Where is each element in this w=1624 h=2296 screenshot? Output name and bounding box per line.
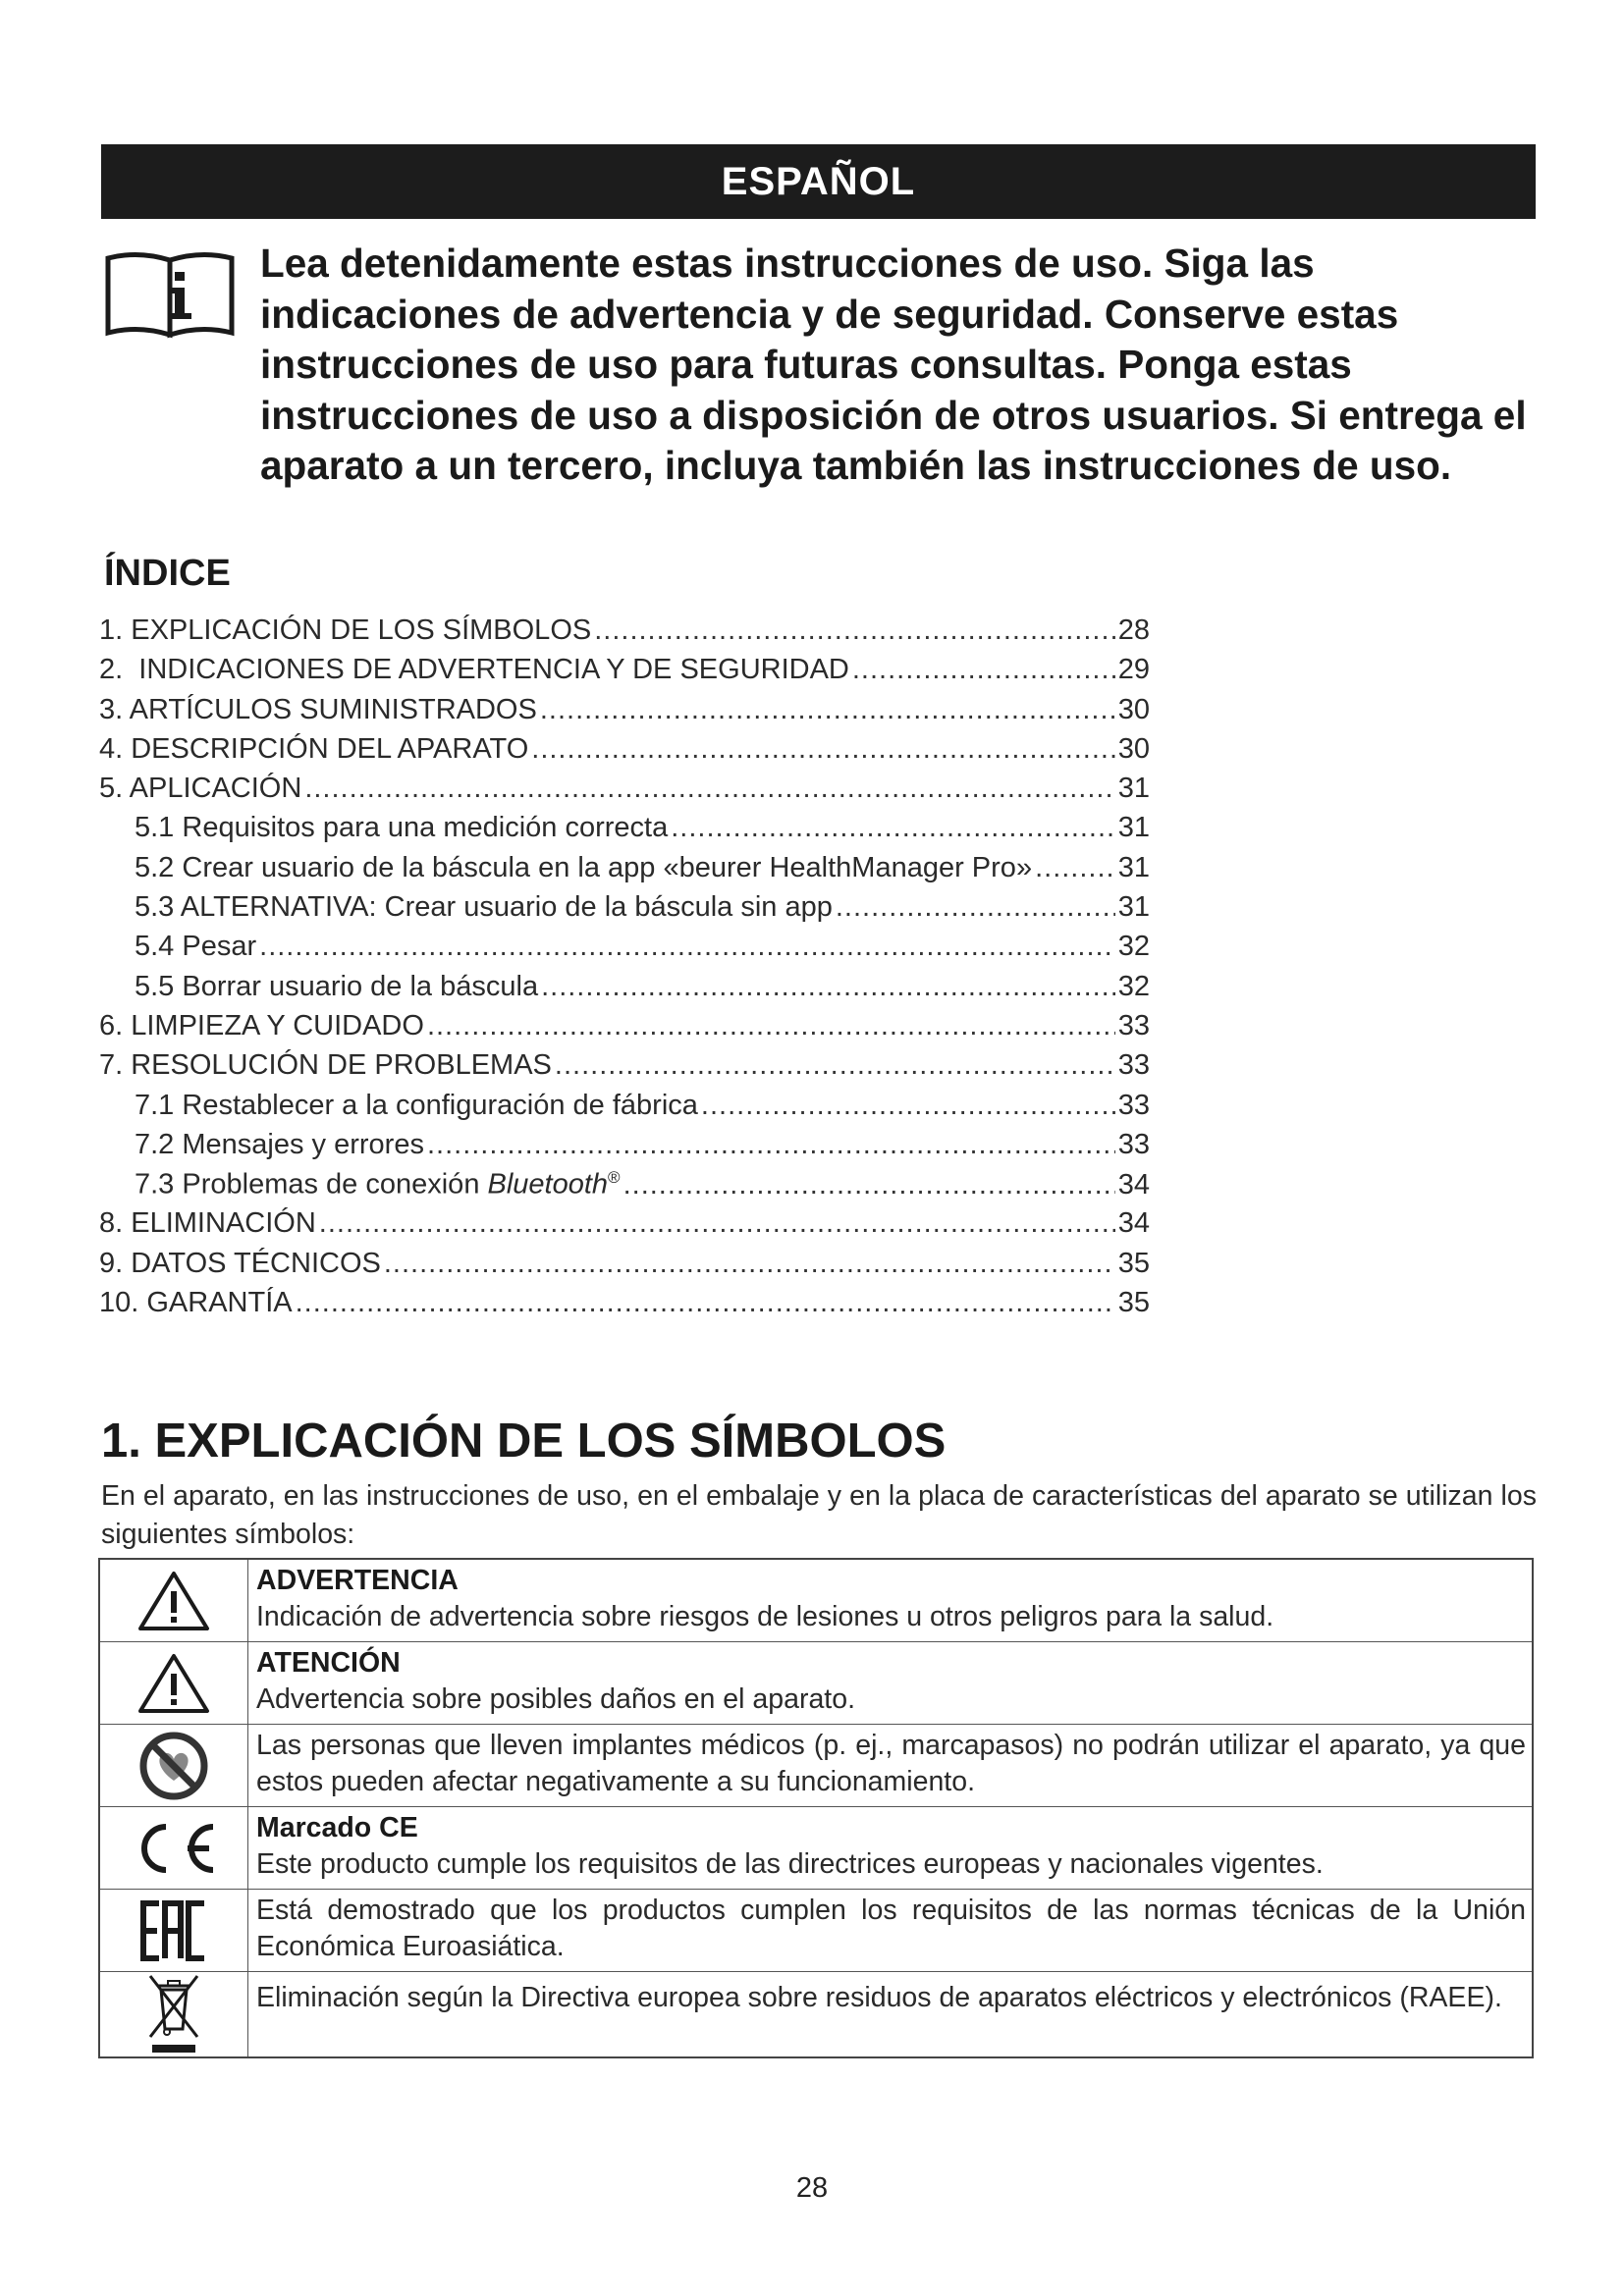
page-number: 28 [795,2172,829,2204]
toc-item[interactable]: 6. LIMPIEZA Y CUIDADO ..... 33 [99,1010,1150,1049]
symbol-title: ADVERTENCIA [256,1565,459,1596]
section-heading: 1. EXPLICACIÓN DE LOS SÍMBOLOS [101,1415,947,1468]
caution-triangle-icon [137,1652,210,1715]
toc-item[interactable]: 4. DESCRIPCIÓN DEL APARATO ..... 30 [99,733,1150,773]
toc-item[interactable]: 10. GARANTÍA ..... 35 [99,1287,1150,1326]
intro-instructions: Lea detenidamente estas instrucciones de uso. Siga las indicaciones de advertencia y de seguridad. Conserve estas instrucciones de uso para futuras consultas. Ponga estas instrucciones de uso a disposición de otros usuarios. Si entrega el aparato a un tercero, incluya también las instrucciones de uso. [260,240,1527,488]
toc-item[interactable]: 7. RESOLUCIÓN DE PROBLEMAS ..... 33 [99,1049,1150,1089]
table-row [99,1807,1533,1890]
toc-item[interactable]: 9. DATOS TÉCNICOS ..... 35 [99,1248,1150,1287]
table-row [99,1559,1533,1642]
toc-subitem[interactable]: 5.1 Requisitos para una medición correcta ..... 31 [99,812,1150,851]
ce-mark-icon [127,1821,221,1876]
no-pacemaker-icon [139,1732,208,1800]
warning-triangle-icon [137,1570,210,1632]
toc-item[interactable]: 8. ELIMINACIÓN ..... 34 [99,1207,1150,1247]
section-intro: En el aparato, en las instrucciones de uso, en el embalaje y en la placa de características del aparato se utilizan los siguientes símbolos: [101,1480,1537,1550]
language-header: ESPAÑOL [101,144,1536,219]
symbol-description: Está demostrado que los productos cumplen los requisitos de las normas técnicas de la Unión Económica Euroasiática. [256,1895,1526,1962]
table-row [99,1642,1533,1725]
toc-subitem[interactable]: 5.3 ALTERNATIVA: Crear usuario de la báscula sin app ..... 31 [99,891,1150,931]
toc-subitem[interactable]: 5.5 Borrar usuario de la báscula ..... 32 [99,971,1150,1010]
toc-subitem[interactable]: 5.2 Crear usuario de la báscula en la app «beurer HealthManager Pro» ..... 31 [99,852,1150,891]
toc-subitem[interactable]: 5.4 Pesar ..... 32 [99,931,1150,970]
toc-subitem[interactable]: 7.2 Mensajes y errores ..... 33 [99,1129,1150,1168]
symbol-description: Las personas que lleven implantes médicos (p. ej., marcapasos) no podrán utilizar el aparato, ya que estos pueden afectar negativamente a su funcionamiento. [256,1730,1526,1797]
toc-item[interactable]: 1. EXPLICACIÓN DE LOS SÍMBOLOS ..... 28 [99,614,1150,654]
table-row [99,1725,1533,1807]
table-of-contents [99,614,1150,1326]
info-book-icon [104,250,236,339]
symbol-description: Eliminación según la Directiva europea sobre residuos de aparatos eléctricos y electrónicos (RAEE). [256,1982,1502,2013]
table-row [99,1972,1533,2058]
toc-subitem[interactable]: 7.3 Problemas de conexión Bluetooth® ..... 34 [99,1168,1150,1207]
symbol-title: Marcado CE [256,1812,418,1843]
table-row [99,1890,1533,1972]
toc-item[interactable]: 5. APLICACIÓN ..... 31 [99,773,1150,812]
toc-item[interactable]: 2. INDICACIONES DE ADVERTENCIA Y DE SEGURIDAD ..... 29 [99,654,1150,693]
symbol-description: Indicación de advertencia sobre riesgos de lesiones u otros peligros para la salud. [256,1601,1274,1632]
eac-mark-icon [139,1899,208,1962]
symbols-table [98,1558,1534,2058]
symbol-description: Este producto cumple los requisitos de las directrices europeas y nacionales vigentes. [256,1848,1324,1880]
toc-heading: ÍNDICE [104,553,231,594]
symbol-title: ATENCIÓN [256,1647,401,1679]
toc-item[interactable]: 3. ARTÍCULOS SUMINISTRADOS ..... 30 [99,694,1150,733]
weee-bin-icon [146,1972,201,2056]
symbol-description: Advertencia sobre posibles daños en el aparato. [256,1683,855,1715]
toc-subitem[interactable]: 7.1 Restablecer a la configuración de fábrica ..... 33 [99,1090,1150,1129]
